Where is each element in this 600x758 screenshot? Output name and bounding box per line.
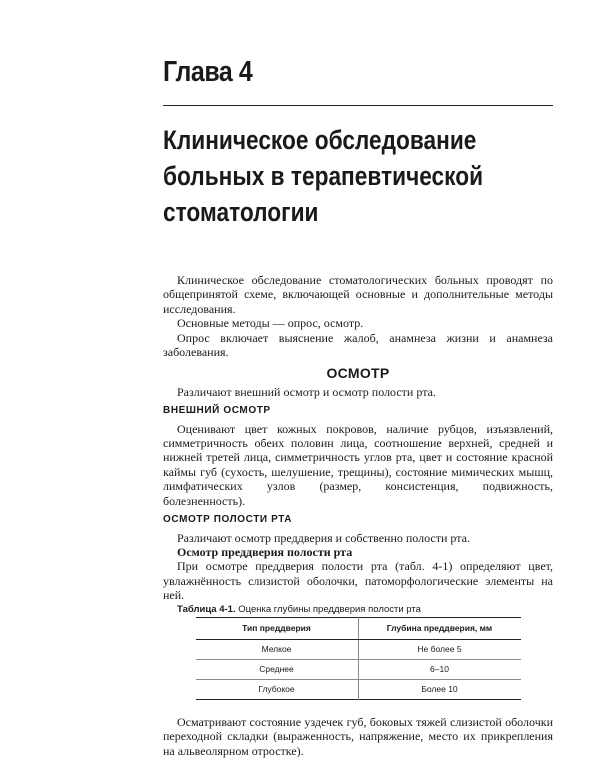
chapter-title-line: больных в терапевтической (163, 161, 484, 191)
section-intro: Различают внешний осмотр и осмотр полости рта. (177, 384, 436, 399)
vestibule-exam-heading: Осмотр преддверия полости рта (177, 544, 353, 559)
vestibule-depth-table (196, 617, 521, 700)
table-row (196, 659, 521, 679)
intro-paragraph: Клиническое обследование стоматологических больных проводят по общепринятой схеме, включающей основные и дополнительные методы исследования. (163, 273, 553, 316)
intro-paragraph: Основные методы — опрос, осмотр. (177, 316, 364, 331)
table-cell: Более 10 (358, 679, 521, 699)
vestibule-exam-text: При осмотре преддверия полости рта (табл. 4-1) определяют цвет, увлажнённость слизистой оболочки, патоморфологические элементы на ней. (163, 559, 553, 603)
table-cell: Глубокое (196, 679, 359, 699)
table-cell: Мелкое (196, 639, 359, 659)
table-header-cell: Тип преддверия (196, 617, 359, 639)
table-caption-text: Оценка глубины преддверия полости рта (238, 603, 421, 615)
subheading-external-exam: ВНЕШНИЙ ОСМОТР (163, 405, 271, 417)
table-caption (163, 603, 553, 617)
table-header-cell: Глубина преддверия, мм (358, 617, 521, 639)
body-text (163, 273, 553, 758)
chapter-heading: Глава 4 (163, 56, 253, 88)
closing-paragraph: Осматривают состояние уздечек губ, боковых тяжей слизистой оболочки переходной складки (выраженность, напряжение, место их прикрепления на альвеолярном отростке). (163, 714, 553, 758)
chapter-title-line: Клиническое обследование (163, 125, 477, 155)
subheading-oral-exam: ОСМОТР ПОЛОСТИ РТА (163, 514, 293, 526)
section-heading-osmotr: ОСМОТР (326, 365, 390, 382)
intro-paragraph: Опрос включает выяснение жалоб, анамнеза жизни и анамнеза заболевания. (163, 330, 553, 360)
chapter-divider (163, 105, 553, 106)
table-cell: 6–10 (358, 659, 521, 679)
table-cell: Среднее (196, 659, 359, 679)
external-exam-text: Оценивают цвет кожных покровов, наличие рубцов, изъязвлений, симметричность обеих половин лица, соотношение верхней, средней и нижней третей лица, симметричность углов рта, цвет и состояние красной каймы губ (сухость, шелушение, трещины), состояние мимических мышц, лимфатических узлов (размер, консистенция, подвижность, болезненность). (163, 421, 553, 508)
table-cell: Не более 5 (417, 644, 462, 655)
oral-exam-intro: Различают осмотр преддверия и собственно полости рта. (177, 530, 470, 545)
table-caption-label: Таблица 4-1. (177, 603, 236, 615)
table-row (196, 639, 521, 659)
chapter-title (163, 122, 482, 230)
chapter-title-line: стоматологии (163, 197, 319, 227)
table-row (196, 679, 521, 699)
table-header-row (196, 617, 521, 639)
